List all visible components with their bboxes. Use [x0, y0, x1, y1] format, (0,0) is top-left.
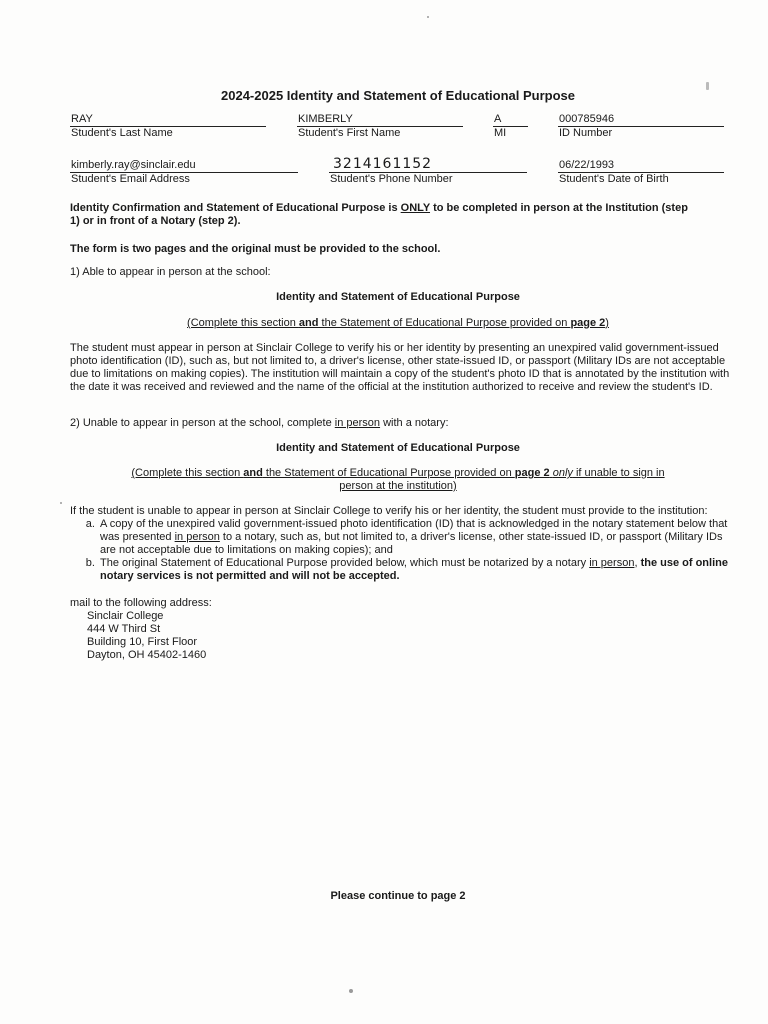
step1-section-title: [70, 291, 726, 304]
phone-label: Student's Phone Number: [330, 173, 453, 185]
step2-item-a: [98, 518, 736, 557]
middle-initial-label: MI: [494, 127, 507, 139]
item-b-inperson: in person: [589, 557, 635, 569]
step2-body: [70, 505, 736, 583]
step2-note-c: if unable to sign in person at the institution): [339, 467, 665, 492]
form-title: 2024-2025 Identity and Statement of Educational Purpose: [221, 88, 575, 103]
continue-text: Please continue to page 2: [330, 890, 466, 902]
last-name-label: Student's Last Name: [71, 127, 173, 139]
step1-heading: [70, 266, 730, 279]
dob-label: Student's Date of Birth: [559, 173, 669, 185]
step2-note-a: (Complete this section: [131, 467, 244, 479]
address-line-1: Sinclair College: [87, 610, 164, 622]
continue-footer: [200, 890, 596, 903]
address-line-3: Building 10, First Floor: [87, 636, 198, 648]
email-field: [70, 158, 298, 186]
scan-speck: [706, 82, 709, 90]
item-b-text-1: The original Statement of Educational Purpose provided below, which must be notarized by a notary: [100, 557, 590, 569]
step1-body: [70, 342, 730, 394]
address-block: [70, 610, 370, 662]
item-b-comma: ,: [634, 557, 638, 569]
address-line-4: Dayton, OH 45402-1460: [87, 649, 207, 661]
intro-only-text: ONLY: [400, 202, 431, 214]
step1-note-b: the Statement of Educational Purpose provided on: [318, 317, 571, 329]
step1-note-page: page 2: [570, 317, 606, 329]
step1-note-and: and: [298, 317, 319, 329]
intro-text-a: Identity Confirmation and Statement of Educational Purpose is: [70, 202, 401, 214]
item-b-text-2: the use of online notary services is not permitted and will not be accepted.: [100, 557, 728, 582]
item-a-text-2: to a notary, such as, but not limited to, a driver's license, other state-issued ID, or passport (Military IDs are not acceptable due to limitations on making copies); and: [100, 531, 723, 556]
last-name-value: RAY: [70, 112, 266, 127]
mail-heading: mail to the following address:: [70, 597, 212, 609]
scan-speck: [427, 16, 429, 18]
step2-note-b: the Statement of Educational Purpose provided on: [262, 467, 515, 479]
step2-heading-inperson: in person: [334, 417, 381, 429]
intro-notice: [70, 202, 690, 228]
id-number-value: 000785946: [558, 112, 724, 127]
step1-note: [70, 317, 726, 330]
first-name-field: [297, 112, 463, 140]
step2-requirements-list: [70, 518, 736, 583]
id-number-label: ID Number: [559, 127, 613, 139]
dob-value: 06/22/1993: [558, 158, 724, 173]
email-label: Student's Email Address: [71, 173, 190, 185]
scan-speck: [349, 989, 353, 993]
step2-heading-b: with a notary:: [380, 417, 449, 429]
first-name-label: Student's First Name: [298, 127, 401, 139]
step1-note-c: ): [605, 317, 609, 329]
step2-heading: [70, 417, 730, 430]
phone-field: [329, 158, 527, 186]
middle-initial-field: [493, 112, 528, 140]
step2-item-b: [98, 557, 736, 583]
phone-value-handwritten: 3214161152: [329, 158, 527, 173]
step2-note: [115, 467, 681, 493]
id-number-field: [558, 112, 724, 140]
dob-field: [558, 158, 724, 186]
mailing-address: [70, 597, 370, 662]
two-pages-text: The form is two pages and the original must be provided to the school.: [70, 243, 441, 255]
first-name-value: KIMBERLY: [297, 112, 463, 127]
step2-section-title-text: Identity and Statement of Educational Purpose: [276, 442, 520, 454]
step1-heading-text: 1) Able to appear in person at the school:: [70, 266, 271, 278]
two-pages-notice: [70, 243, 730, 256]
last-name-field: [70, 112, 266, 140]
step2-heading-a: 2) Unable to appear in person at the school, complete: [70, 417, 335, 429]
middle-initial-value: A: [493, 112, 528, 127]
item-a-inperson: in person: [174, 531, 220, 543]
intro-text-b: to be completed in person at the Institution (step 1) or in front of a Notary (step 2).: [70, 202, 688, 227]
step2-note-and: and: [243, 467, 263, 479]
step1-body-text: The student must appear in person at Sinclair College to verify his or her identity by presenting an unexpired valid government-issued photo identification (ID), such as, but not limited to, a driver's license, other state-issued ID, or passport (Military IDs are not acceptable due to limitations on making copies). The institution will maintain a copy of the student's photo ID that is annotated by the institution with the date it was received and reviewed and the name of the official at the institution authorized to receive and review the student's ID.: [70, 342, 730, 393]
address-line-2: 444 W Third St: [87, 623, 161, 635]
step1-section-title-text: Identity and Statement of Educational Purpose: [276, 291, 520, 303]
step2-note-only: only: [552, 467, 573, 479]
scan-speck: [60, 502, 62, 504]
item-a-text-1: A copy of the unexpired valid government-issued photo identification (ID) that is acknowledged in the notary statement below that was presented: [100, 518, 728, 543]
step2-note-page: page 2: [514, 467, 550, 479]
step2-intro-text: If the student is unable to appear in person at Sinclair College to verify his or her identity, the student must provide to the institution:: [70, 505, 708, 517]
step2-section-title: [70, 442, 726, 455]
email-value: kimberly.ray@sinclair.edu: [70, 158, 298, 173]
step1-note-a: (Complete this section: [187, 317, 299, 329]
